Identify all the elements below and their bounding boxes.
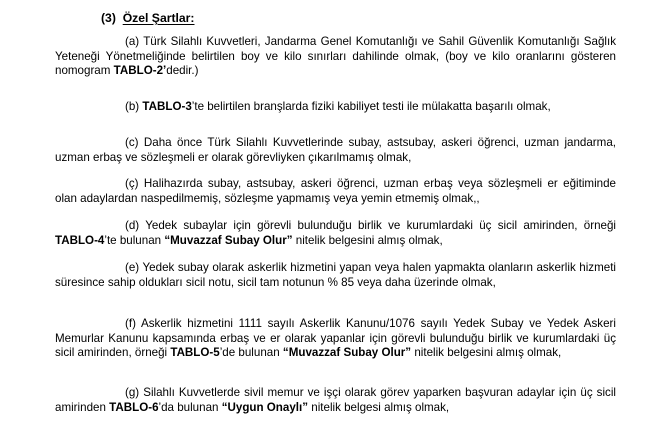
list-item-ç [55,177,616,206]
bold-text: TABLO-2’ [113,64,167,77]
paragraph-text: ’de bulunan [219,346,283,359]
section-number: (3) [101,11,116,25]
paragraph-text: ’te bulunan [104,233,165,247]
paragraph-text: nitelik belgesini almış olmak, [292,233,443,247]
paragraph-text: (c) Daha önce Türk Silahlı Kuvvetlerinde subay, astsubay, askeri öğrenci, uzman jandarma, uzman erbaş ve sözleşmeli er olarak görevliyken çıkarılmamış olmak, [55,136,616,164]
paragraph-text: nitelik belgesini almış olmak, [411,346,562,359]
bold-text: “Muvazzaf Subay Olur” [164,233,293,247]
list-item-c [55,136,616,165]
paragraph-text: (g) Silahlı Kuvvetlerde sivil memur ve işçi olarak görev yaparken başvuran adaylar için üç sicil amirinden [55,386,616,414]
bold-text: TABLO-6 [109,400,159,414]
paragraph-text: (e) Yedek subay olarak askerlik hizmetini yapan veya halen yapmakta olanların askerlik hizmeti süresince sahip oldukları sicil notu, sicil tam notunun % 85 veya daha üzerinde olmak, [55,261,616,289]
bold-text: TABLO-5 [170,346,220,359]
paragraph-text: nitelik belgesi almış olmak, [308,400,450,414]
list-item-f [55,317,616,361]
paragraph-text: (a) Türk Silahlı Kuvvetleri, Jandarma Genel Komutanlığı ve Sahil Güvenlik Komutanlığı Sağlık Yeteneği Yönetmeliğinde belirtilen boy ve kilo sınırları dahilinde olmak, (boy ve kilo oranlarını gösteren nomogram [55,35,616,77]
bold-text: TABLO-4 [55,233,105,247]
paragraph-text: (b) [125,100,143,113]
list-item-d [55,219,616,248]
paragraph-text: ’te belirtilen branşlarda fiziki kabiliyet testi ile mülakatta başarılı olmak, [191,100,551,113]
paragraph-text: (f) Askerlik hizmetini 1111 sayılı Askerlik Kanunu/1076 sayılı Yedek Subay ve Yedek Askeri Memurlar Kanunu kapsamında erbaş ve er olarak yapanlar için görevli bulunduğu birlik ve kurumlardaki üç sicil amirinden, örneği [55,317,616,359]
paragraph-text: dedir.) [166,64,199,77]
paragraph-text: (d) Yedek subaylar için görevli bulunduğu birlik ve kurumlardaki üç sicil amirinden, örneği [125,219,616,232]
paragraph-text: ’da bulunan [158,400,222,414]
section-title: Özel Şartlar: [122,11,195,25]
list-item-a [55,35,616,79]
bold-text: “Muvazzaf Subay Olur” [282,346,412,359]
list-item-e [55,261,616,290]
list-item-b [55,100,616,115]
paragraph-text: (ç) Halihazırda subay, astsubay, askeri öğrenci, uzman erbaş veya sözleşmeli er eğitiminde olan adaylardan naspedilmemiş, sözleşme yapmamış veya yemin etmemiş olmak,, [55,177,616,205]
section-heading [101,11,195,25]
bold-text: TABLO-3 [142,100,192,113]
list-item-g [55,386,616,415]
bold-text: “Uygun Onaylı” [221,400,309,414]
